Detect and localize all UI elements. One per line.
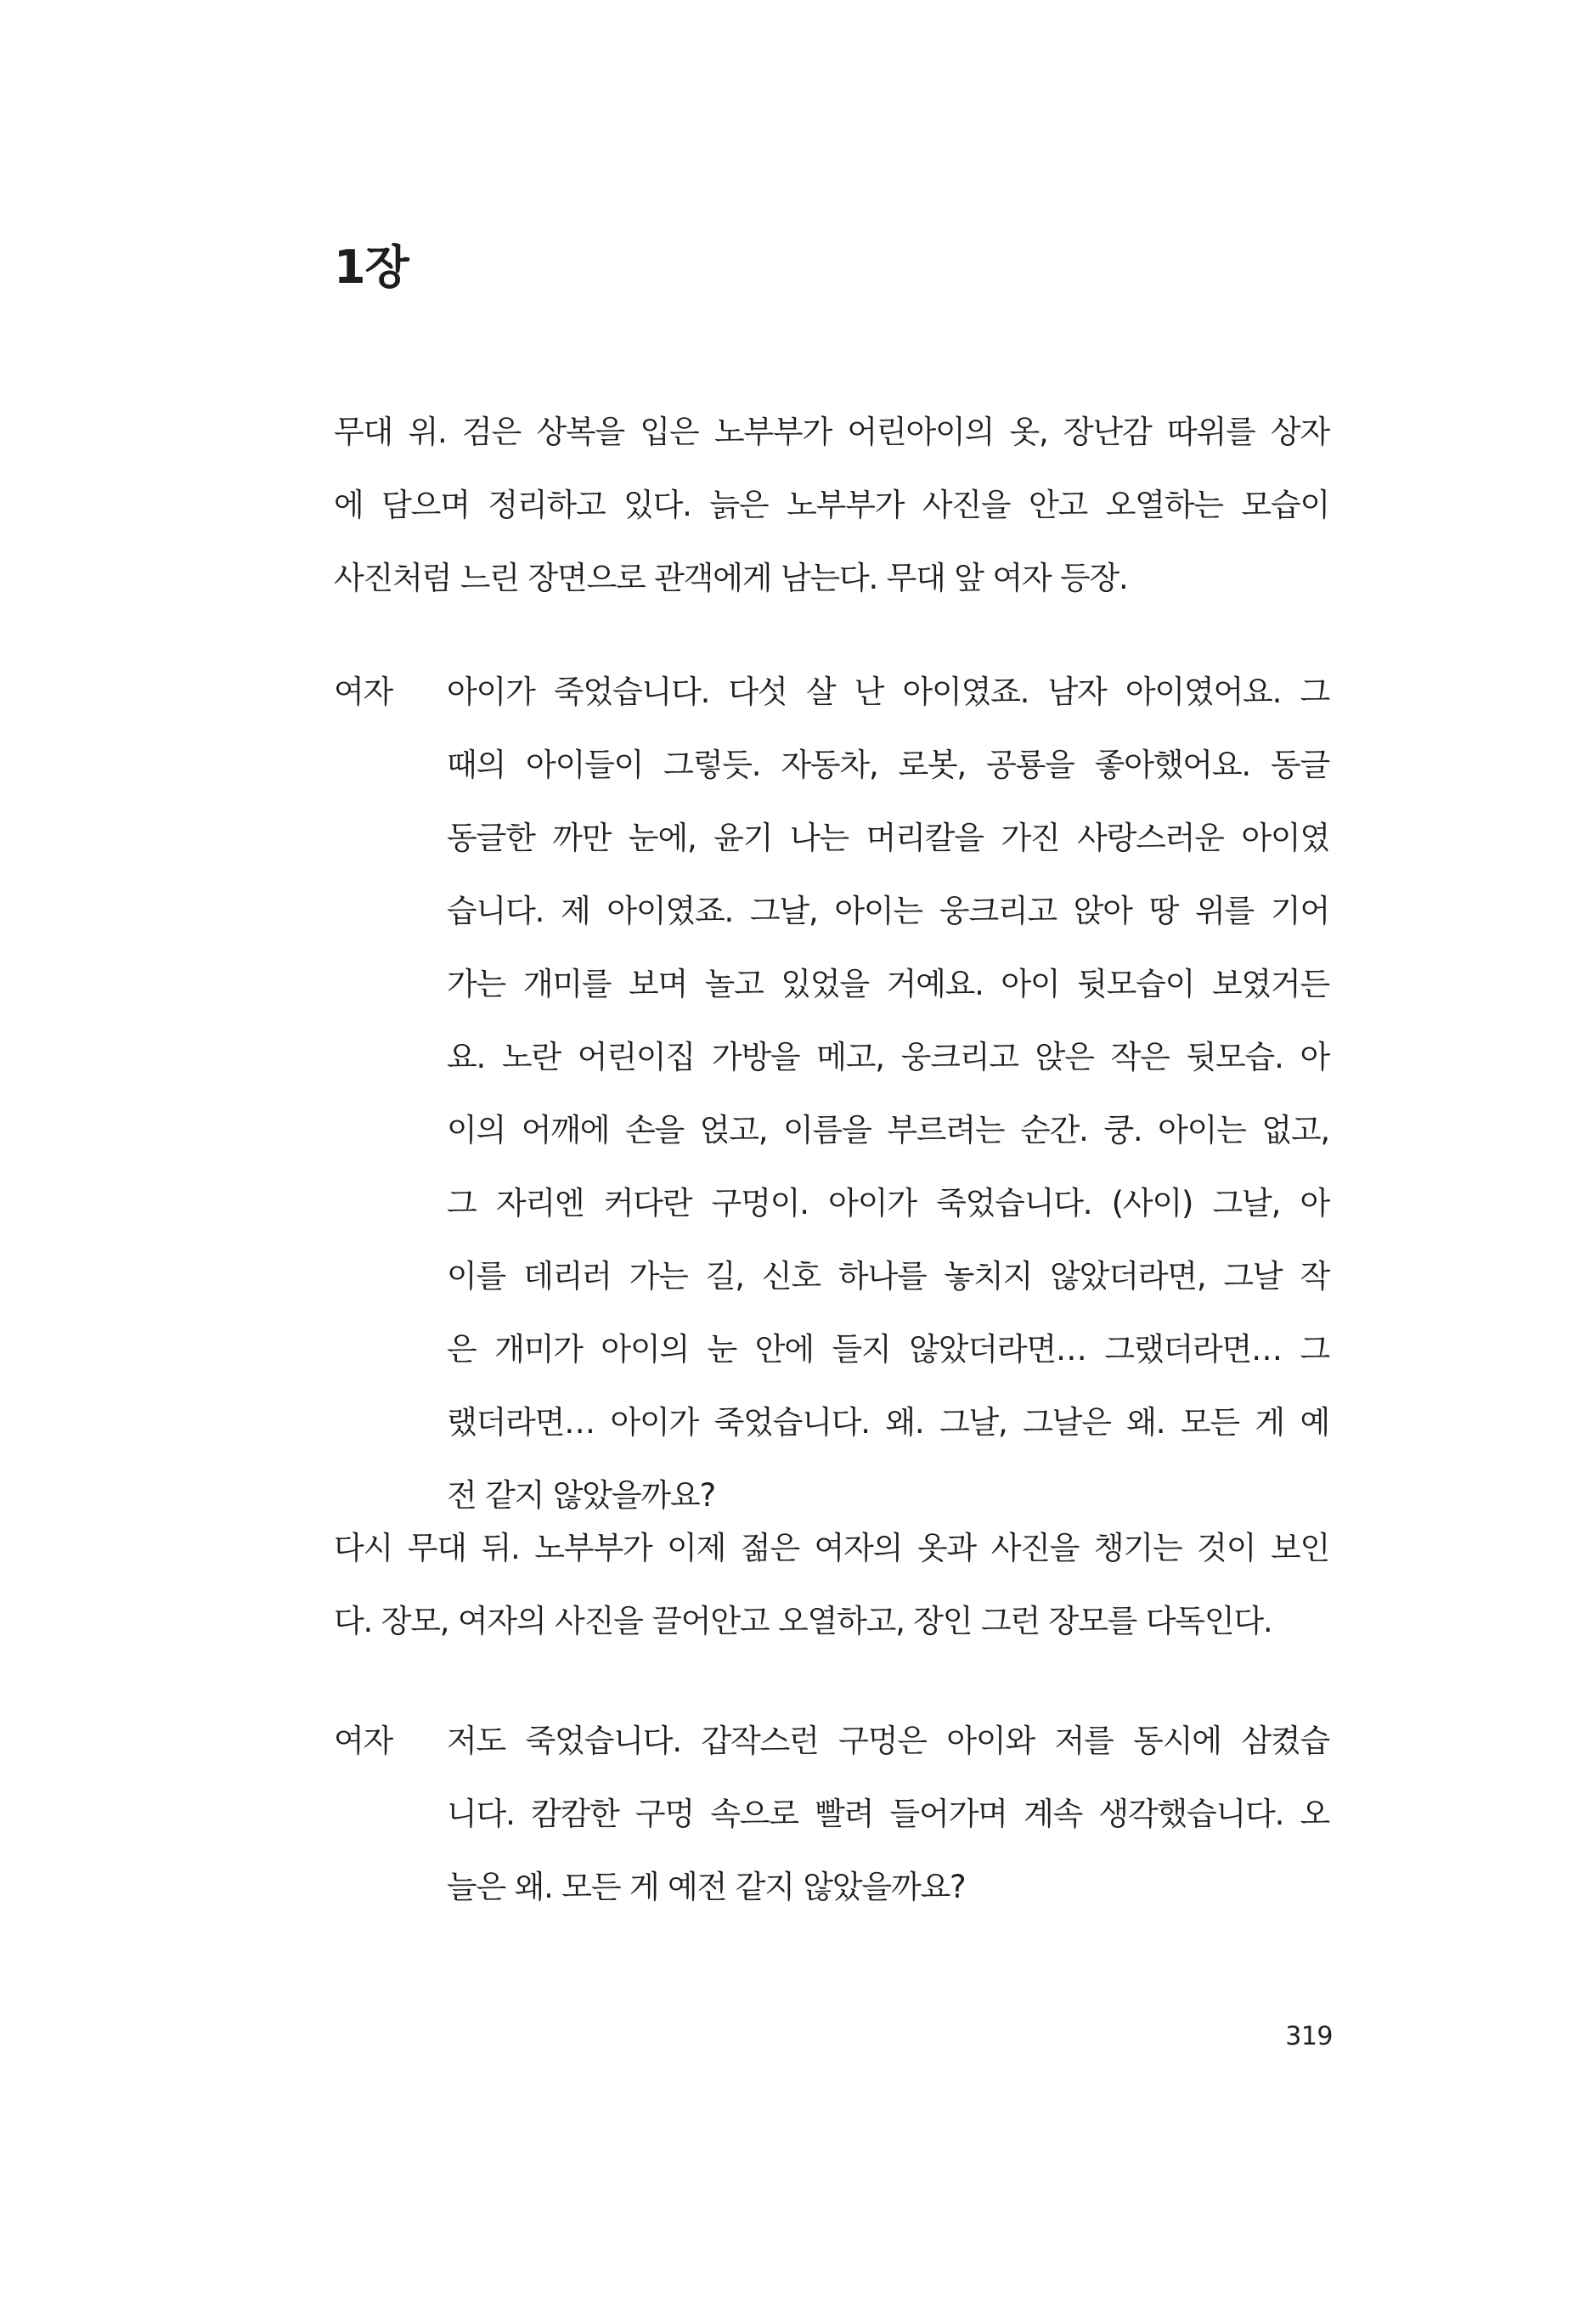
dialogue-line: 전 같지 않았을까요? (447, 1477, 715, 1514)
dialogue-line: 때의 아이들이 그렇듯. 자동차, 로봇, 공룡을 좋아했어요. 동글 (447, 747, 1329, 783)
dialogue-line: 이의 어깨에 손을 얹고, 이름을 부르려는 순간. 쿵. 아이는 없고, (447, 1112, 1329, 1148)
dialogue-line: 저도 죽었습니다. 갑작스런 구멍은 아이와 저를 동시에 삼켰습 (447, 1723, 1329, 1759)
speaker-label: 여자 (334, 674, 393, 710)
stage-line: 다. 장모, 여자의 사진을 끌어안고 오열하고, 장인 그런 장모를 다독인다. (334, 1603, 1272, 1639)
dialogue-line: 늘은 왜. 모든 게 예전 같지 않았을까요? (447, 1869, 966, 1905)
dialogue-lines (447, 656, 1329, 1532)
stage-line: 에 담으며 정리하고 있다. 늙은 노부부가 사진을 안고 오열하는 모습이 (334, 487, 1329, 523)
dialogue-line: 습니다. 제 아이였죠. 그날, 아이는 웅크리고 앉아 땅 위를 기어 (447, 893, 1329, 929)
dialogue-line: 그 자리엔 커다란 구멍이. 아이가 죽었습니다. (사이) 그날, 아 (447, 1185, 1329, 1221)
stage-direction-2 (334, 1512, 1329, 1658)
page-number: 319 (1285, 2022, 1333, 2051)
dialogue-line: 요. 노란 어린이집 가방을 메고, 웅크리고 앉은 작은 뒷모습. 아 (447, 1039, 1329, 1075)
dialogue-line: 아이가 죽었습니다. 다섯 살 난 아이였죠. 남자 아이였어요. 그 (447, 674, 1329, 710)
dialogue-line: 이를 데리러 가는 길, 신호 하나를 놓치지 않았더라면, 그날 작 (447, 1258, 1329, 1295)
dialogue-line: 니다. 캄캄한 구멍 속으로 빨려 들어가며 계속 생각했습니다. 오 (447, 1796, 1329, 1832)
stage-line: 다시 무대 뒤. 노부부가 이제 젊은 여자의 옷과 사진을 챙기는 것이 보인 (334, 1530, 1329, 1566)
chapter-title: 1장 (334, 240, 409, 294)
dialogue-line: 가는 개미를 보며 놀고 있었을 거예요. 아이 뒷모습이 보였거든 (447, 966, 1329, 1002)
dialogue-line: 동글한 까만 눈에, 윤기 나는 머리칼을 가진 사랑스러운 아이였 (447, 820, 1329, 856)
speaker-label: 여자 (334, 1723, 393, 1759)
dialogue-line: 은 개미가 아이의 눈 안에 들지 않았더라면… 그랬더라면… 그 (447, 1331, 1329, 1368)
dialogue-lines (447, 1705, 1329, 1924)
stage-direction-1 (334, 396, 1329, 615)
stage-line: 무대 위. 검은 상복을 입은 노부부가 어린아이의 옷, 장난감 따위를 상자 (334, 414, 1329, 450)
stage-line: 사진처럼 느린 장면으로 관객에게 남는다. 무대 앞 여자 등장. (334, 560, 1128, 596)
dialogue-line: 랬더라면… 아이가 죽었습니다. 왜. 그날, 그날은 왜. 모든 게 예 (447, 1404, 1329, 1441)
